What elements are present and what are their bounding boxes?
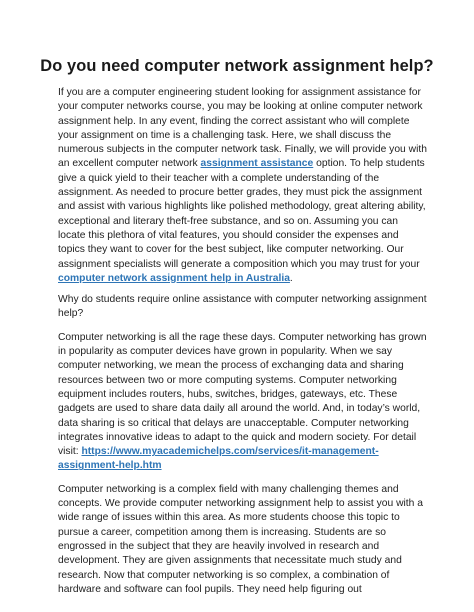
intro-paragraph [58,86,428,286]
complexity-paragraph: Computer networking is a complex field with many challenging themes and concepts. We provide computer networking assignment help to assist you with a wide range of issues within this area. As more students choose this topic to pursue a career, competition among them is increasing. Students are so engrossed in the subject that they are heavily involved in research and development. They are given assignments that necessitate much study and research. Now that computer networking is so complex, a combination of hardware and software can fool pupils. They need help figuring out [58,483,423,595]
networking-text: Computer networking is all the rage these days. Computer networking has grown in popularity as computer devices have grown in popularity. When we say computer networking, we mean the process of exchanging data and sharing resources between two or more computing systems. Computer networking equipment includes routers, hubs, switches, bridges, gateways, etc. These gadgets are used to share data daily all around the world. And, in today’s world, data sharing is so critical that delays are unacceptable. Computer networking integrates innovative ideas to adapt to the quick and modern society. For detail visit: [58,331,427,458]
intro-text-c: . [289,272,293,284]
assignment-assistance-link[interactable]: assignment assistance [200,158,314,170]
australia-help-link[interactable]: computer network assignment help in Australia [58,272,290,284]
detail-url-link[interactable]: https://www.myacademichelps.com/services/it-management-assignment-help.htm [58,446,379,472]
networking-paragraph [58,331,428,474]
intro-text-b: option. To help students give a quick yield to their teacher with a complete understanding of the assignment. As needed to procure better grades, they must pick the assignment and assist with various highlights like polished methodology, great altering ability, exceptional and literary theft-free substance, and so on. Assuming you can locate this plethora of vital features, you should consider the expenses and topics they want to cover for the best subject, like computer networking. Our assignment specialists will generate a composition which you may trust for your [58,158,426,270]
document-body [58,86,428,597]
page-title: Do you need computer network assignment help? [40,57,434,75]
question-paragraph: Why do students require online assistance with computer networking assignment help? [58,294,427,320]
intro-text-a: If you are a computer engineering student looking for assignment assistance for your computer networks course, you may be looking at online computer network assignment help. In any event, finding the correct assistant who will complete your assignment on time is a challenging task. Here, we shall discuss the numerous subjects in the computer network task. Finally, we will provide you with an excellent computer network [58,87,427,170]
